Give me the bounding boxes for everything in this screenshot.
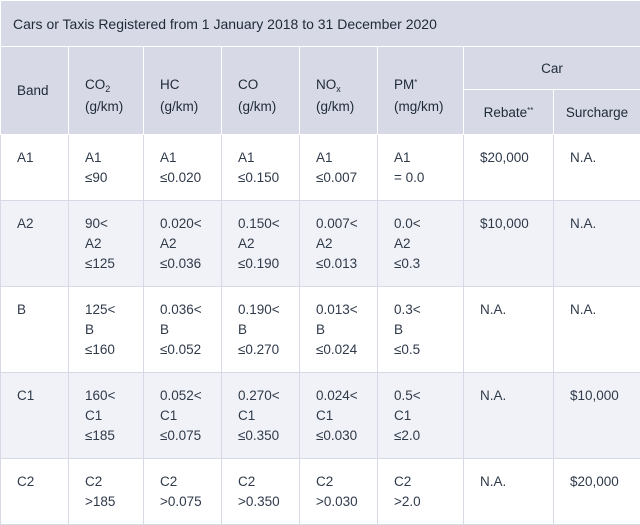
co2-cell: 90< A2 ≤125 bbox=[69, 201, 144, 287]
co-cell: 0.270< C1 ≤0.350 bbox=[222, 373, 300, 459]
table-row-c2 bbox=[1, 459, 640, 525]
nox-cell: 0.024< C1 ≤0.030 bbox=[300, 373, 378, 459]
hc-cell: C2 >0.075 bbox=[144, 459, 222, 525]
nox-cell: 0.007< A2 ≤0.013 bbox=[300, 201, 378, 287]
header-co2: $CO_2$ (g/km) bbox=[69, 47, 144, 135]
table-row-b bbox=[1, 287, 640, 373]
surcharge-cell: $20,000 bbox=[554, 459, 640, 525]
nox-cell: A1 ≤0.007 bbox=[300, 135, 378, 201]
co-cell: A1 ≤0.150 bbox=[222, 135, 300, 201]
table-title: Cars or Taxis Registered from 1 January 2018 to 31 December 2020 bbox=[1, 1, 640, 47]
pm-cell: 0.0< A2 ≤0.3 bbox=[378, 201, 464, 287]
header-nox: $NO_x$ (g/km) bbox=[300, 47, 378, 135]
surcharge-cell: $10,000 bbox=[554, 373, 640, 459]
header-car: Car bbox=[464, 47, 640, 90]
nox-cell: C2 >0.030 bbox=[300, 459, 378, 525]
rebate-cell: N.A. bbox=[464, 459, 554, 525]
co2-cell: 125< B ≤160 bbox=[69, 287, 144, 373]
co-cell: 0.190< B ≤0.270 bbox=[222, 287, 300, 373]
nox-cell: 0.013< B ≤0.024 bbox=[300, 287, 378, 373]
header-rebate: Rebate** bbox=[464, 90, 554, 135]
pm-cell: 0.3< B ≤0.5 bbox=[378, 287, 464, 373]
header-row-1 bbox=[1, 47, 640, 90]
band-cell: A2 bbox=[1, 201, 69, 287]
surcharge-cell: N.A. bbox=[554, 201, 640, 287]
header-surcharge: Surcharge bbox=[554, 90, 640, 135]
rebate-cell: $10,000 bbox=[464, 201, 554, 287]
hc-cell: 0.020< A2 ≤0.036 bbox=[144, 201, 222, 287]
header-hc: HC (g/km) bbox=[144, 47, 222, 135]
co2-cell: C2 >185 bbox=[69, 459, 144, 525]
band-cell: C2 bbox=[1, 459, 69, 525]
co2-cell: A1 ≤90 bbox=[69, 135, 144, 201]
table-row-c1 bbox=[1, 373, 640, 459]
co-cell: 0.150< A2 ≤0.190 bbox=[222, 201, 300, 287]
header-pm: PM* (mg/km) bbox=[378, 47, 464, 135]
band-cell: A1 bbox=[1, 135, 69, 201]
hc-cell: 0.036< B ≤0.052 bbox=[144, 287, 222, 373]
pm-cell: A1 = 0.0 bbox=[378, 135, 464, 201]
rebate-cell: $20,000 bbox=[464, 135, 554, 201]
header-band: Band bbox=[1, 47, 69, 135]
hc-cell: A1 ≤0.020 bbox=[144, 135, 222, 201]
band-cell: C1 bbox=[1, 373, 69, 459]
pm-cell: C2 >2.0 bbox=[378, 459, 464, 525]
table-row-a1 bbox=[1, 135, 640, 201]
table-title-row bbox=[1, 1, 640, 47]
hc-cell: 0.052< C1 ≤0.075 bbox=[144, 373, 222, 459]
rebate-cell: N.A. bbox=[464, 373, 554, 459]
co-cell: C2 >0.350 bbox=[222, 459, 300, 525]
rebate-cell: N.A. bbox=[464, 287, 554, 373]
surcharge-cell: N.A. bbox=[554, 287, 640, 373]
table-row-a2 bbox=[1, 201, 640, 287]
band-cell: B bbox=[1, 287, 69, 373]
co2-cell: 160< C1 ≤185 bbox=[69, 373, 144, 459]
pm-cell: 0.5< C1 ≤2.0 bbox=[378, 373, 464, 459]
surcharge-cell: N.A. bbox=[554, 135, 640, 201]
header-co: CO (g/km) bbox=[222, 47, 300, 135]
